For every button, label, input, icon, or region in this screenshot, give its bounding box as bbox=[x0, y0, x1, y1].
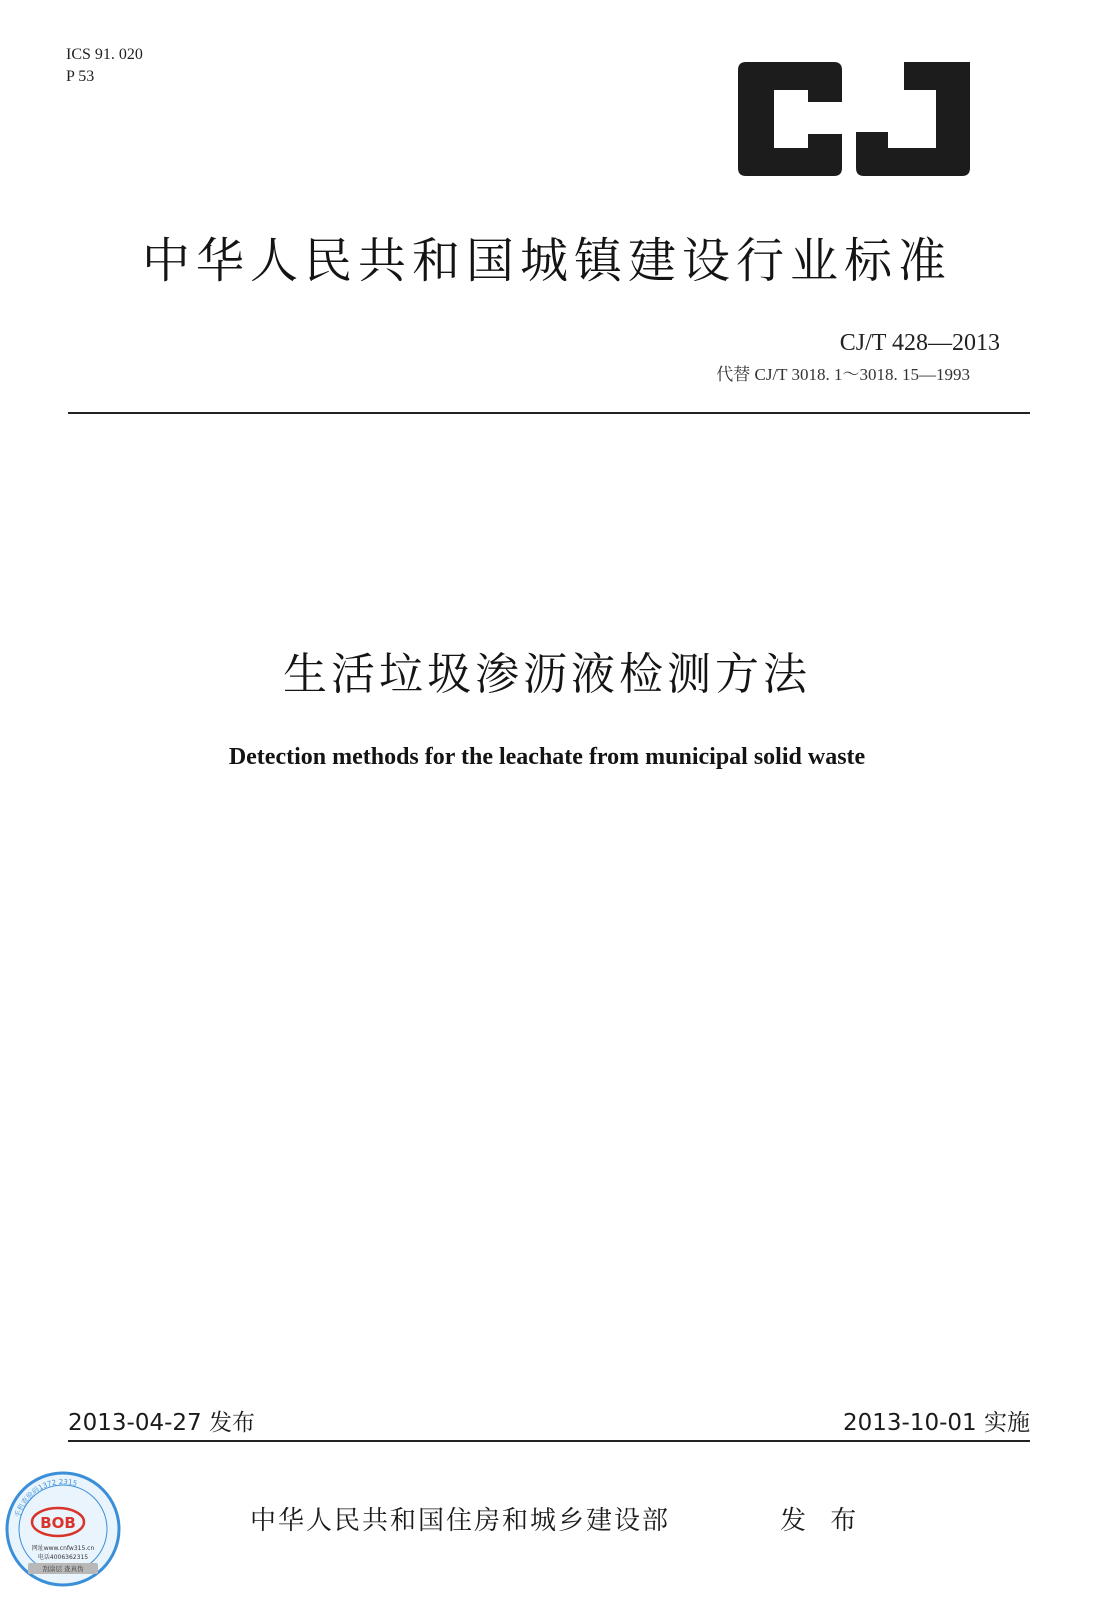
cj-logo bbox=[738, 62, 970, 176]
implementation-date: 2013-10-01 实施 bbox=[843, 1410, 1030, 1436]
bottom-divider bbox=[68, 1440, 1030, 1442]
publisher: 中华人民共和国住房和城乡建设部 bbox=[250, 1506, 671, 1536]
document-title-chinese: 生活垃圾渗沥液检测方法 bbox=[283, 649, 811, 700]
document-title-english: Detection methods for the leachate from municipal solid waste bbox=[228, 744, 866, 770]
seal-arc-text: 手机查验码1372 2315 bbox=[13, 1477, 78, 1519]
classification-codes bbox=[66, 44, 143, 88]
standard-category-title: 中华人民共和国城镇建设行业标准 bbox=[141, 233, 952, 289]
ics-code: ICS 91. 020 bbox=[66, 46, 143, 63]
replaced-standards: 代替 CJ/T 3018. 1～3018. 15—1993 bbox=[716, 365, 970, 384]
issue-date: 2013-04-27 发布 bbox=[68, 1410, 255, 1436]
seal-logo-text: BOB bbox=[40, 1514, 76, 1532]
ccs-code: P 53 bbox=[66, 68, 95, 85]
publish-label: 发 布 bbox=[780, 1506, 865, 1536]
seal-phone: 电话4006362315 bbox=[37, 1554, 89, 1561]
seal-scratch-note: 刮涂层 查真伪 bbox=[42, 1565, 84, 1573]
anti-counterfeit-seal bbox=[4, 1470, 122, 1588]
top-divider bbox=[68, 412, 1030, 414]
seal-website: 网址www.cnfw315.cn bbox=[31, 1545, 95, 1552]
standard-number: CJ/T 428—2013 bbox=[839, 330, 1000, 356]
